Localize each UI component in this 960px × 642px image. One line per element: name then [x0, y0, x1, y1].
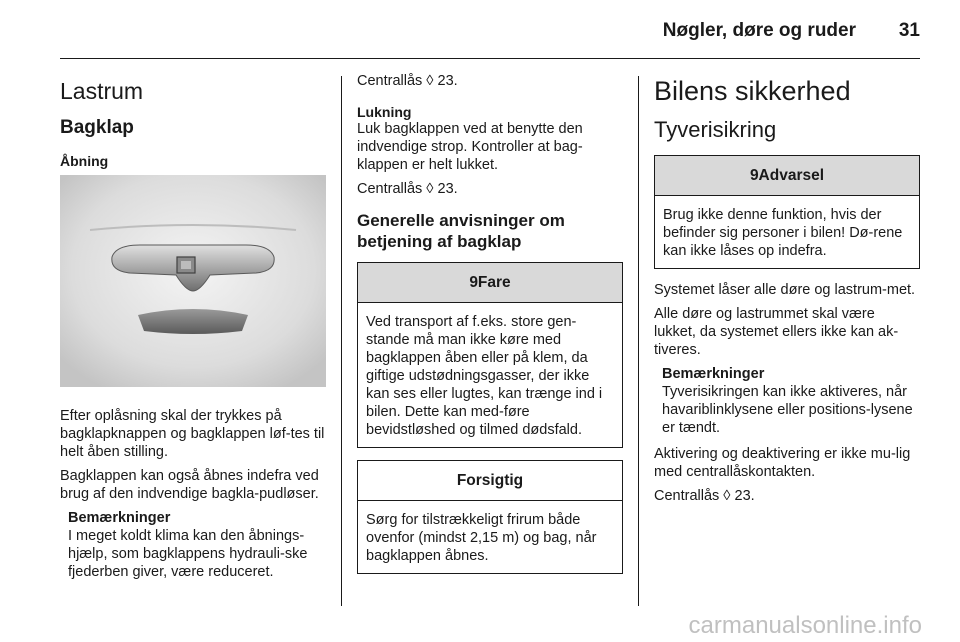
section-heading-bilens-sikkerhed: Bilens sikkerhed [654, 76, 851, 106]
cross-reference-centrallas-3: Centrallås ◊ 23. [654, 488, 755, 504]
caution-box-text: Sørg for tilstrækkeligt frirum både ovenfor (mindst 2,15 m) og bag, når bagklappen åbnes. [366, 512, 597, 564]
subsection-heading-bagklap: Bagklap [60, 117, 134, 138]
warning-box-text: Brug ikke denne funktion, hvis der befinder sig personer i bilen! Dø-rene kan ikke låses op indefra. [663, 207, 903, 259]
note-block-2 [662, 365, 920, 437]
cross-reference-centrallas-2: Centrallås ◊ 23. [357, 181, 458, 197]
column-1 [60, 74, 326, 581]
section-heading-lastrum: Lastrum [60, 78, 144, 104]
note-title: Bemærkninger [68, 510, 171, 526]
page-number: 31 [898, 20, 920, 41]
paragraph-inside-release: Bagklappen kan også åbnes indefra ved brug af den indvendige bagkla-pudløser. [60, 468, 319, 502]
danger-box-title: 9Fare [358, 263, 622, 303]
paragraph-activation: Aktivering og deaktivering er ikke mu-lig med centrallåskontakten. [654, 446, 911, 480]
header-rule [60, 58, 920, 59]
note-block [68, 509, 326, 581]
paragraph-doors-closed: Alle døre og lastrummet skal være lukket, da systemet ellers ikke kan ak-tiveres. [654, 306, 899, 358]
subsection-heading-tyverisikring: Tyverisikring [654, 117, 777, 142]
caution-box [357, 460, 623, 574]
paragraph-open-instruction: Efter oplåsning skal der trykkes på bagklapknappen og bagklappen løf-tes til helt åben stilling. [60, 408, 325, 460]
caution-box-title: Forsigtig [358, 461, 622, 501]
column-3 [654, 74, 920, 511]
warning-box [654, 155, 920, 269]
heading-abning: Åbning [60, 153, 109, 169]
cross-reference-centrallas: Centrallås ◊ 23. [357, 73, 458, 89]
heading-general-instructions: Generelle anvisninger om betjening af bagklap [357, 211, 565, 251]
danger-box-text: Ved transport af f.eks. store gen-stande må man ikke køre med bagklappen åben eller på klem, da giftige udstødningsgasser, der ikke kan ses eller lugtes, kan trænge ind i bilen. Dette kan med-føre bevidstløshed og tilmed dødsfald. [366, 314, 603, 438]
running-header-title: Nøgler, døre og ruder [662, 20, 856, 41]
watermark: carmanualsonline.info [688, 612, 922, 639]
heading-lukning: Lukning [357, 104, 412, 120]
warning-box-title: 9Advarsel [655, 156, 919, 196]
note-text-2: Tyverisikringen kan ikke aktiveres, når havariblinklysene eller positions-lysene er tændt. [662, 384, 913, 436]
column-divider-2 [638, 76, 639, 606]
paragraph-system-locks: Systemet låser alle døre og lastrum-met. [654, 282, 916, 298]
paragraph-closing: Luk bagklappen ved at benytte den indvendige strop. Kontroller at bag-klappen er helt lukket. [357, 121, 583, 173]
note-title-2: Bemærkninger [662, 366, 765, 382]
tailgate-button-illustration [60, 175, 326, 387]
danger-box [357, 262, 623, 448]
column-2 [357, 72, 623, 586]
column-divider-1 [341, 76, 342, 606]
note-text: I meget koldt klima kan den åbnings-hjælp, som bagklappens hydrauli-ske fjederben giver, være reduceret. [68, 528, 308, 580]
